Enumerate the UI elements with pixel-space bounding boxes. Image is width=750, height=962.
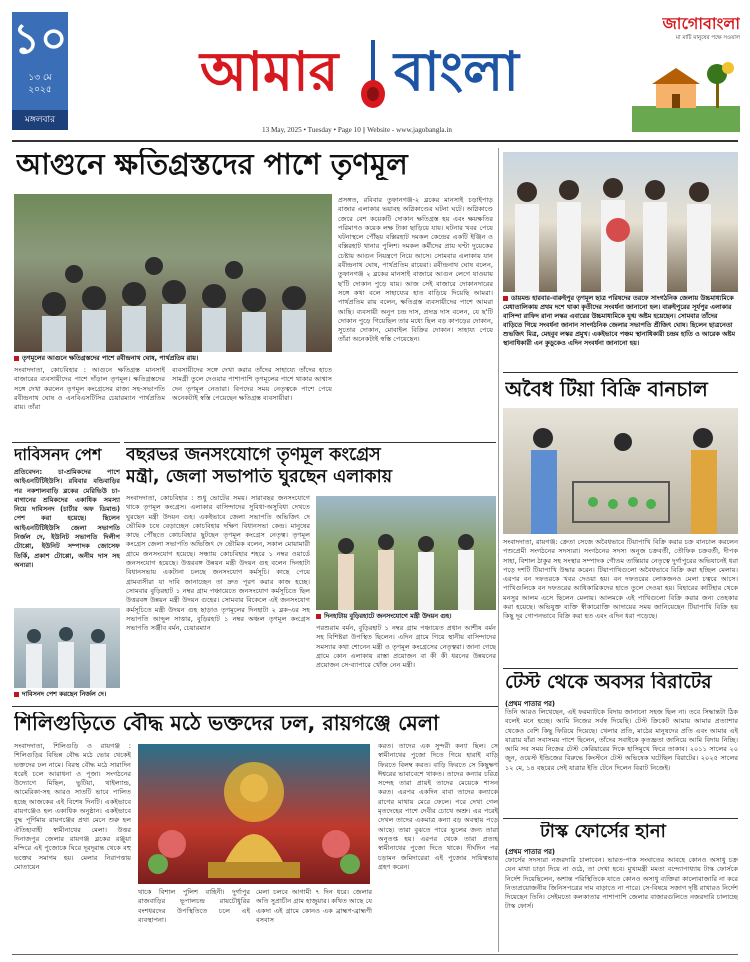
dabisanad-headline: দাবিসনদ পেশ bbox=[14, 446, 102, 464]
story1-headline: আগুনে ক্ষতিগ্রস্তদের পাশে তৃণমূল bbox=[16, 148, 408, 181]
taskforce-body: ফোর্সের সদস্যরা নজরদারি চালাবেন। ভারত-পাক সংঘাতের আবহে কোনও অসাধু চক্র যেন মাথা চাড়া দিয়ে না ওঠে, তা দেখা হবে। মুখ্যমন্ত্রী মমতা বন্দ্যোপাধ্যায় টাস্ক ফোর্সকে নির্দেশ দিয়েছিলেন, অশান্ত পরিস্থিতিকে যাতে কোনও অসাধু ব্যক্তিরা কালোবাজারি না করে নিত্যপ্রয়োজনীয় জিনিসপত্রের দাম বাড়াতে না পারে। সে-বিষয়ে সজাগ দৃষ্টি রাখারও নির্দেশ দিয়েছেন তিনি। সেইমতো কলকাতার পাশাপাশি জেলার বাজারগুলিতে নজরদারি চালাচ্ছে টাস্ক ফোর্স। bbox=[505, 856, 738, 911]
taskforce-headline: টাস্ক ফোর্সের হানা bbox=[540, 822, 666, 842]
title-right: বাংলা bbox=[394, 40, 519, 103]
brand-tagline: মা মাটি মানুষের পক্ষে সওয়াল bbox=[675, 35, 740, 41]
story1-photo bbox=[14, 194, 332, 352]
buddha-body-2: থাকে বিশাল পুলিশ বাহিনী। দুর্গাপুর রাজবাড়ির ভূপালচন্দ্র রায়চৌধুরির বংশধরদের উপস্থিতিতে চলে এই ব্যবস্থাপনা। bbox=[138, 888, 250, 924]
test-kicker: (প্রথম পাতার পর) bbox=[505, 700, 555, 708]
story1-body-right: প্রসঙ্গত, রবিবার তুফানগঞ্জ-২ ব্লকের মানসাই চড়াইপাড় বাজার এলাকার ভয়াবহ অগ্নিকাণ্ডের ঘটনা ঘটে। অগ্নিকাণ্ডে জেরে বেশ কয়েকটি দোকান ক্ষতিগ্রস্ত হয় এবং ক্ষয়ক্ষতির পরিমাণও কয়েক লক্ষ টাকা ছাড়িয়ে যায়। ঘটনার খবর পেয়ে ঘটনাস্থলে পৌঁছয় বক্সিরহাট দমকল কেন্দ্রের একটি ইঞ্জিন ও বক্সিরহাট থানার পুলিশ। দমকল কর্মীদের প্রায় ঘণ্টা দুয়েকের চেষ্টায় আগুন নিয়ন্ত্রণে নিয়ে আসে। সোমবার এলাকায় যান রবীন্দ্রনাথ ঘোষ, পার্থপ্রতিম রায়েরা। রবীন্দ্রনাথ ঘোষ বলেন, তুফানগঞ্জ ২ ব্লকের মানসাই বাজারে আগুন লেগে যাওয়ায় ছ'টি দোকান পুড়ে যায়। আজ সেই বাজারে দোকানদারের সঙ্গে কথা বলে সাহায্যের হাত বাড়িয়ে দিয়েছি আমরা। পার্থপ্রতিম রায় বলেন, ক্ষতিগ্রস্ত ব্যবসায়ীদের পাশে আমরা আছি। ব্যবসায়ী অনুপ চন্দ্র দাস, প্রদ্যম্ন দাস বলেন, যে ছ'টি দোকান পুড়ে গিয়েছিল তার মধ্যে ছিল বড় কাপড়ের দোকান, সুতোর দোকান, মোবাইল বিক্রির দোকান। সাহায্য পেয়ে তাঁরা অনেকটাই স্বস্তি পেয়েছেন। bbox=[338, 196, 493, 344]
story1-body-left: সংবাদদাতা, কোচবিহার : আগুনে ক্ষতিগ্রস্ত মানসাই বাজারের ব্যবসায়ীদের পাশে দাঁড়াল তৃণমূল। ক্ষতিগ্রস্তদের সঙ্গে দেখা করলেন তৃণমূল কংগ্রেসের রাজ্য সহ-সভাপতি রবীন্দ্রনাথ ঘোষ ও এনবিএসটিসির চেয়ারম্যান পার্থপ্রতিম রায়। তাঁরা bbox=[14, 366, 165, 412]
brand-logo bbox=[624, 14, 740, 54]
parrot-body: সংবাদদাতা, রায়গঞ্জ: ক্রেতা সেজে অবৈধভাবে টিয়াপাখি বিক্রি করার চক্র বানচাল করলেন পশুপ্রেমী সংগঠনের সদস্যরা। সংগঠনের সদস্য অনুজ চক্রবর্তী, তৌফিক চক্রবর্তী, দীপক সাহা, বিশাল ঠাকুর সহ সংস্থার সম্পাদক গৌতম তান্তিয়ার নেতৃত্বে দুর্গাপুরের অভিযানেই ধরা পড়ে দশটি টিয়াপাখি উদ্ধার করেন। টিয়াপাখিগুলো অবৈধভাবে বিক্রি করা হচ্ছিল মেলায়। এরপর বন দফতরকে খবর দেওয়া হয়। বন দফতরের লোকজনও মেলা চত্বরে আসে। পাখিগুলিকে বন দফতরের আধিকারিকদের হাতে তুলে দেওয়া হয়। বিহারের কাটিহার থেকে মনসুর আলম এসে ছিলেন মেলায়। আলমকে এই পাখিগুলো বিক্রি করার জন্য তেহকার করা হয়েছে। অভিযুক্ত ব্যক্তি স্বীকারোক্তি আদায়ের সময় জানিয়েছেন টিয়াপাখি বিক্রি হয় কিছু দূর গোপনভাবে বিক্রি করা হত এবং এদিন ধরা পড়েছে। bbox=[503, 538, 738, 621]
page-number-box bbox=[12, 12, 68, 130]
buddha-body-4: করত। তাদের এক সুন্দরী কন্যা ছিল। সে স্বামীনাথের পুজো দিতে গিয়ে হারাই বাড়ি ফিরতে বিলম্ব করত। বাড়ি ফিরতে সে কিছুক্ষণ ঈশ্বরের ভাবাবেশে থাকত। তাদের কন্যার চরিত্র সন্দেহ তারা প্রায়ই তাদের মেয়েকে শাসন করত। এরপর একদিন বাবা তাদের কন্যাকে রাগের মাথায় মেরে ফেলে। পরে দেখা গেল মৃতদেহের পাশে দেবীর চোখে অশ্রু। এর পরেই দেখল তাদের একমাত্র কন্যা বড় অবস্থায় পড়ে আছে। তারা বুঝতে পারে ভুলের জন্য তারা অনুতপ্ত হয়। এরপর থেকে তারা প্রত্যহ স্বামীনাথের পুজো দিতে থাকে। দীর্ঘদিন পর চড়ামন জমিদারেরা এই পুজোর দায়িত্বভার গ্রহণ করেন। bbox=[378, 742, 498, 871]
congress-headline-2: মন্ত্রী, জেলা সভাপতি ঘুরছেন এলাকায় bbox=[126, 468, 393, 487]
title-left: আমার bbox=[200, 40, 339, 103]
village-illustration bbox=[632, 56, 740, 132]
ektara-icon bbox=[356, 38, 390, 110]
taskforce-kicker: (প্রথম পাতার পর) bbox=[505, 848, 555, 856]
buddha-body-1: সংবাদদাতা, শিলিগুড়ি ও রায়গঞ্জ : শিলিগুড়ির বিভিন্ন বৌদ্ধ মঠে ভোর থেকেই ভক্তদের ঢল নামে। বিরস্থ বৌদ্ধ মঠে সারাদিন ধরেই চলে আরাধনা ও পূজা। সংগঠনের উদ্যোগে মিছিল, ভুটিয়া, থাইল্যান্ড, আমেরিকা-সহ আরও সাতটি ভাবে পালিত হচ্ছে আজকের এই বিশেষ দিনটি। একইভাবে রায়গঞ্জেও হল একাধিক অনুষ্ঠান। একইভাবে বুদ্ধ পূর্ণিমায় রায়গঞ্জের প্রথা মেনে শুরু হল ঐতিহ্যবাহী স্বামীনাথের মেলা। উত্তর দিনাজপুর জেলার রায়গঞ্জ ব্লকের রঞ্জুয়া মন্দিরে এই পুজোকে ঘিরে দূরদূরান্ত থেকে বহু ভক্তের সমাগম হয়। মেলার নিরাপত্তায় মোতায়েন bbox=[14, 742, 131, 871]
congress-headline-1: বছরভর জনসংযোগে তৃণমূল কংগ্রেস bbox=[126, 446, 381, 465]
masthead-title bbox=[188, 34, 598, 114]
dabisanad-caption: দাবিসনদ পেশ করছেন নির্জল দে। bbox=[14, 690, 120, 698]
congress-caption: দিনহাটায় বুড়িরহাটে জনসংযোগে মন্ত্রী উদয়ন গুহ। bbox=[316, 612, 498, 620]
felicitation-photo bbox=[503, 152, 738, 292]
day-bn: মঙ্গলবার bbox=[12, 110, 68, 130]
parrot-photo bbox=[503, 408, 738, 534]
brand-name: জাগোবাংলা bbox=[662, 14, 740, 33]
dabisanad-body: প্রতিবেদন: চা-শ্রমিকদের পাশে আইএনটিটিইউসি। রবিবার বন্ডিবাড়ির পর নকশালবাড়ি ব্লকের মেরিভিউ চা-বাগানের শ্রমিকদের একাধিক সমস্যা নিয়ে দাবিসনদ (চার্টার অফ ডিমান্ড) পেশ করা হয়েছে। ছিলেন আইএনটিটিইউসি জেলা সভাপতি নির্জল দে, ইউনিট সভাপতি দিলীপ টোপ্পো, ইউনিট সম্পাদক জোসেফ তির্কি, প্রকাশ টোপ্পো, অনীম দাস সহ অন্যরা। bbox=[14, 468, 120, 569]
date-bn: ১৩ মে ২০২৫ bbox=[28, 73, 52, 95]
felicitation-caption: ডায়মন্ড হারবার-বারুইপুর তৃণমূল ছাত্র পরিষদের তরফে সাংগঠনিক জেলায় উচ্চমাধ্যমিকে মেধাতালিকায় প্রথম দশে থাকা কৃতীদের সংবর্ধনা জানানো হল। বারুইপুরের সূর্যপুর এলাকার বাসিন্দা রাফিদ রানা লস্কর এবারের উচ্চমাধ্যমিকে যুগ্ম অষ্টম হয়েছেন। সোমবার তাঁদের বাড়িতে গিয়ে সংবর্ধনা জানান সাংগঠনিক জেলার সভাপতি শ্রীজিৎ ঘোষ। ছিলেন ছাত্রনেতা শুভজিৎ মিত্র, মেহবুব লস্কর প্রমুখ। একইভাবে পঞ্চম স্থানাধিকারী চন্দ্রম হাতি ও আরেক অষ্টম স্থানাধিকারী এন কুড়ুকেও এদিন সংবর্ধনা জানানো হয়। bbox=[503, 294, 738, 368]
story1-body-mid: ব্যবসায়ীদের সঙ্গে দেখা করার তাঁদের সাহায্যে তাঁদের হাতে সামগ্রী তুলে দেওয়ার পাশাপাশি তৃণমূলের পাশে থাকার আশ্বাস দেন তৃণমূল নেতারা। বিপদের সময় নেতৃত্বকে পাশে পেয়ে অনেকটাই স্বস্তি পেয়েছেন ক্ষতিগ্রস্ত ব্যবসায়ীরা। bbox=[172, 366, 332, 402]
page-number: ১০ bbox=[12, 14, 68, 63]
buddha-headline: শিলিগুড়িতে বৌদ্ধ মঠে ভক্তদের ঢল, রায়গঞ্জে মেলা bbox=[14, 712, 439, 735]
congress-photo bbox=[316, 496, 496, 610]
congress-body-left: সংবাদদাতা, কোচবিহার : শুধু ভোটের সময়। সারাবছর জনসংযোগে থাকে তৃণমূল কংগ্রেস। এলাকার বাসিন্দাদের সুবিধা-অসুবিধা দেখতে ঘুরছেন মন্ত্রী উদয়ন গুহ। একইভাবে জেলা সভাপতি অভিজিৎ দে ভৌমিক চষে বেড়াচ্ছেন কোচবিহার দক্ষিণ বিধানসভা কেন্দ্র। মানুষের কাছে পৌঁছতে কোচবিহার ছুটছেন তৃণমূল কংগ্রেস নেতৃত্ব। তৃণমূল কংগ্রেস জেলা সভাপতি অভিজিৎ দে ভৌমিক বলেন, সকাল মোয়ামারী গ্রামে জনসংযোগ হয়েছে। সন্ধ্যায় কোচবিহার শহরে ১ নম্বর ওয়ার্ডে জনসংযোগ হয়েছে। উত্তরবঙ্গ উন্নয়ন মন্ত্রী উদয়ন গুহ বলেন দিনহাটা বিধানসভায় একটানা চলছে জনসংযোগ কর্মসূচি। কাছে পেয়ে গ্রামবাসীরা যা দাবি জানাচ্ছেন তা দ্রুত পূরণ করার কাজ হচ্ছে। সোমবার বুড়িরহাট ১ নম্বর গ্রাম পঞ্চায়েতে জনসংযোগ কর্মসূচিতে ছিল উত্তরবঙ্গ উন্নয়ন মন্ত্রী উদয়ন গুহের। সোমবার বিকেলে এই জনসংযোগ কর্মসূচিতে মন্ত্রী উদয়ন গুহ ছাড়াও তৃণমূলের দিনহাটা ২ ব্লক-এর সহ সভাপতি আব্দুল সাত্তার, বুড়িরহাট ১ নম্বর অঞ্চল তৃণমূল কংগ্রেস সভাপতি সঞ্জীব বর্মন, চেয়ারম্যান bbox=[126, 494, 310, 633]
parrot-headline: অবৈধ টিয়া বিক্রি বানচাল bbox=[505, 378, 708, 401]
congress-body-right: পরশুরাম বর্মন, বুড়িরহাট ১ নম্বর গ্রাম পঞ্চায়েত প্রধান আশীষ বর্মন সহ বিশিষ্টরা উপস্থিত ছিলেন। এদিন গ্রামে গিয়ে স্থানীয় বাসিন্দাদের সমস্যার কথা শোনেন মন্ত্রী ও তৃণমূল কংগ্রেসের নেতৃত্বরা। জানা গেছে গ্রামে কোন এলাকায় রাস্তা প্রয়োজন বা কী কী ধরনের উন্নয়নের প্রয়োজন সে-ব্যাপারে খোঁজ নেন মন্ত্রী। bbox=[316, 624, 496, 670]
story1-caption: তৃণমূলের আগুনে ক্ষতিগ্রস্তদের পাশে রবীন্দ্রনাথ ঘোষ, পার্থপ্রতিম রায়। bbox=[14, 354, 332, 362]
test-headline: টেস্ট থেকে অবসর বিরাটের bbox=[505, 672, 712, 693]
dabisanad-photo bbox=[14, 608, 120, 688]
test-body: তিনি আরও লিখেছেন, এই ফরম্যাটকে বিদায় জানানো সহজ ছিল না। তবে সিদ্ধান্তটা ঠিক বলেই মনে হচ্ছে। আমি নিজের সর্বস্ব দিয়েছি। টেস্ট ক্রিকেট আমায় আমার প্রত্যাশার থেকেও বেশি কিছু ফিরিয়ে দিয়েছে। খেলার প্রতি, মাঠের মানুষদের প্রতি এবং আমার এই যাত্রায় যাঁরা সবাসময় পাশে ছিলেন, তাঁদের সবাইকে কৃতজ্ঞতা জানিয়ে আমি বিদায় নিচ্ছি। আমি সব সময় নিজের টেস্ট কেরিয়ারের দিকে হাসিমুখে ফিরে তাকাব। ২০১১ সালের ২০ জুন, ওয়েস্ট ইন্ডিজের বিরুদ্ধে কিংস্টনে টেস্ট অভিষেক ঘটেছিল বিরাটের। ২০২৫ সালের ১২ মে, ১৪ বছরের সেই যাত্রার ইতি টেনে দিলেন বিরাট নিজেই। bbox=[505, 708, 738, 772]
buddha-photo bbox=[138, 744, 370, 884]
dateline: 13 May, 2025 • Tuesday • Page 10 || Website - www.jagobangla.in bbox=[262, 126, 452, 134]
buddha-body-3: মেলা চলবে আগামী ৭ দিন ধরে। জেলার অতি সুপ্রাচীন গ্রাম হাজুয়ার। কথিত আছে যে একদা এই গ্রামে কোনও এক ব্রাহ্মণ-ব্রাহ্মণী বসবাস bbox=[256, 888, 372, 924]
